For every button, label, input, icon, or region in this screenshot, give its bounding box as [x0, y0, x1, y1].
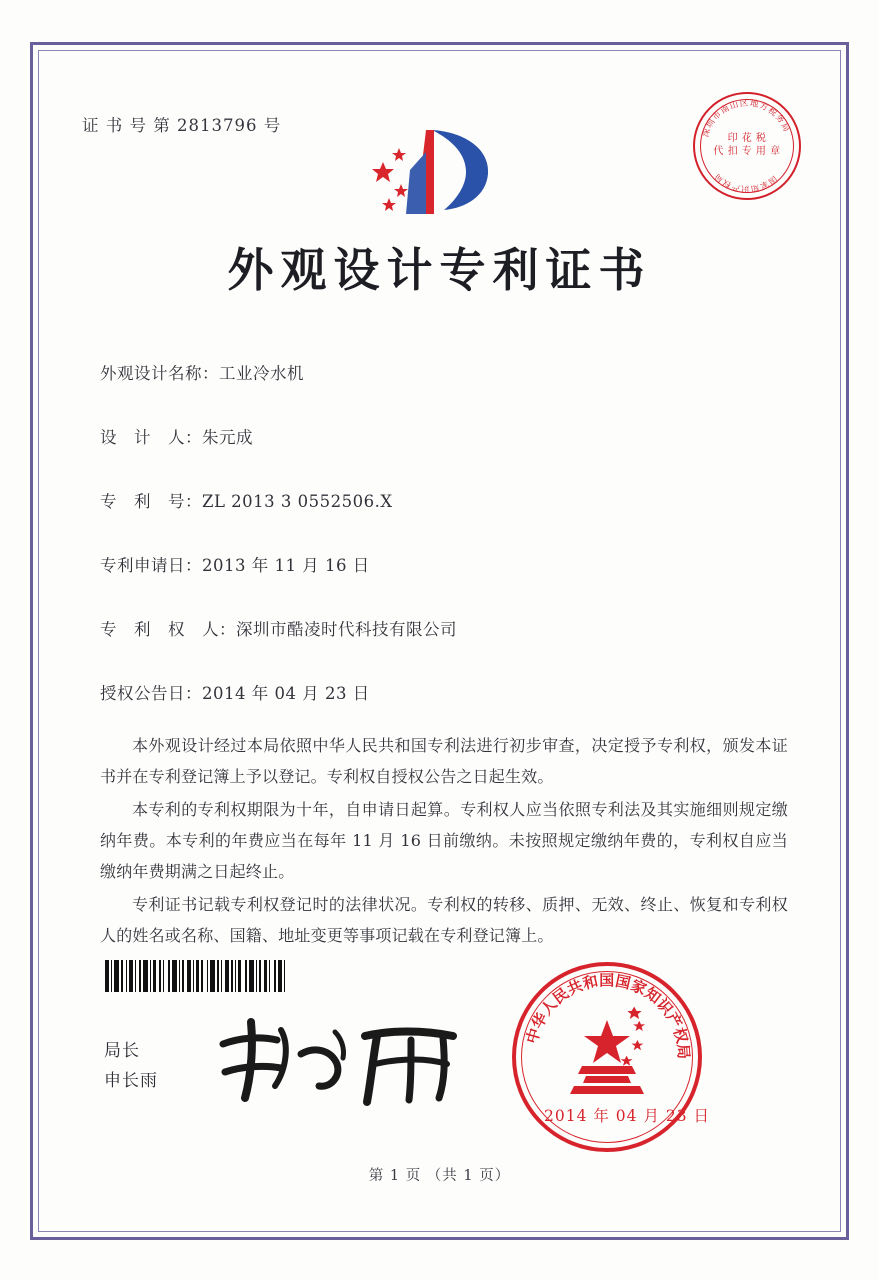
body-paragraph: 本专利的专利权期限为十年，自申请日起算。专利权人应当依照专利法及其实施细则规定缴纳年费。本专利的年费应当在每年 11 月 16 日前缴纳。未按照规定缴纳年费的，专利权自应当缴纳年费期满之日起终止。 [100, 800, 788, 881]
page-footer: 第 1 页 （共 1 页） [368, 1168, 511, 1184]
field-row-designer [100, 424, 800, 488]
arc-char: 华 [528, 1009, 552, 1032]
arc-char: 圳 [703, 117, 717, 130]
arc-char: 识 [653, 995, 677, 1019]
barcode-bar [285, 960, 287, 992]
arc-char: 山 [728, 98, 740, 111]
patent-number-value: ZL 2013 3 0552506.X [202, 492, 393, 511]
body-paragraph: 专利证书记载专利权登记时的法律状况。专利权的转移、质押、无效、终止、恢复和专利权人的姓名或名称、国籍、地址变更等事项记载在专利登记簿上。 [100, 895, 788, 945]
arc-char: 权 [669, 1025, 692, 1046]
arc-char: 知 [750, 182, 761, 195]
field-row-application-date [100, 552, 800, 616]
arc-char: 人 [537, 995, 561, 1019]
application-date-value: 2013 年 11 月 16 日 [202, 556, 370, 575]
arc-char: 区 [739, 97, 749, 109]
arc-char: 方 [758, 100, 770, 113]
arc-char: 地 [749, 97, 760, 110]
handwritten-signature-icon [215, 1010, 475, 1110]
signature-name: 申长雨 [104, 1071, 158, 1091]
grant-announcement-date-value: 2014 年 04 月 23 日 [202, 684, 370, 703]
arc-char: 深 [699, 127, 712, 139]
designer-value: 朱元成 [202, 428, 253, 447]
arc-char: 市 [710, 108, 724, 122]
arc-char: 识 [741, 184, 750, 195]
field-row-design-name [100, 360, 800, 424]
body-paragraph: 本外观设计经过本局依照中华人民共和国专利法进行初步审查，决定授予专利权，颁发本证书并在专利登记簿上予以登记。专利权自授权公告之日起生效。 [100, 736, 788, 786]
arc-char: 局 [712, 172, 726, 186]
arc-char: 国 [599, 971, 615, 990]
arc-char: 民 [549, 984, 573, 1008]
page-title: 外观设计专利证书 [227, 243, 652, 297]
arc-char: 共 [564, 976, 586, 999]
grant-announcement-date-label: 授权公告日： [100, 684, 202, 703]
tax-seal-stamp [693, 92, 801, 200]
arc-char: 权 [720, 177, 733, 191]
arc-char: 和 [581, 971, 600, 993]
arc-char: 局 [779, 121, 793, 134]
arc-char: 国 [766, 173, 780, 188]
designer-label: 设 计 人： [100, 428, 202, 447]
field-list [100, 360, 800, 744]
patent-number-label: 专 利 号： [100, 492, 202, 511]
seal-center-line-1: 印 花 税 [727, 133, 767, 144]
arc-char: 国 [613, 971, 633, 993]
body-text [100, 730, 788, 953]
seal-center-text [695, 132, 799, 158]
seal-center-line-2: 代 扣 专 用 章 [713, 146, 781, 157]
certificate-number: 证 书 号 第 2813796 号 [82, 116, 282, 135]
arc-char: 务 [773, 112, 787, 125]
cnipa-logo-icon [370, 122, 500, 222]
signature-role: 局长 [104, 1041, 140, 1061]
signature-block [104, 1036, 158, 1096]
arc-char: 局 [673, 1043, 693, 1060]
arc-char: 知 [641, 983, 665, 1008]
arc-char: 税 [766, 104, 780, 118]
field-row-patentee [100, 616, 800, 680]
barcode-icon [105, 960, 353, 992]
patentee-value: 深圳市酷凌时代科技有限公司 [236, 620, 457, 639]
field-row-patent-number [100, 488, 800, 552]
arc-char: 南 [718, 102, 731, 116]
design-name-value: 工业冷水机 [219, 364, 304, 383]
arc-char: 产 [662, 1009, 686, 1032]
arc-char: 中 [522, 1026, 545, 1046]
arc-char: 家 [628, 976, 650, 999]
application-date-label: 专利申请日： [100, 556, 202, 575]
design-name-label: 外观设计名称： [100, 364, 219, 383]
arc-char: 产 [730, 181, 742, 194]
arc-char: 家 [758, 179, 771, 192]
patentee-label: 专 利 权 人： [100, 620, 236, 639]
seal-date-text: 2014 年 04 月 23 日 [544, 1107, 711, 1125]
